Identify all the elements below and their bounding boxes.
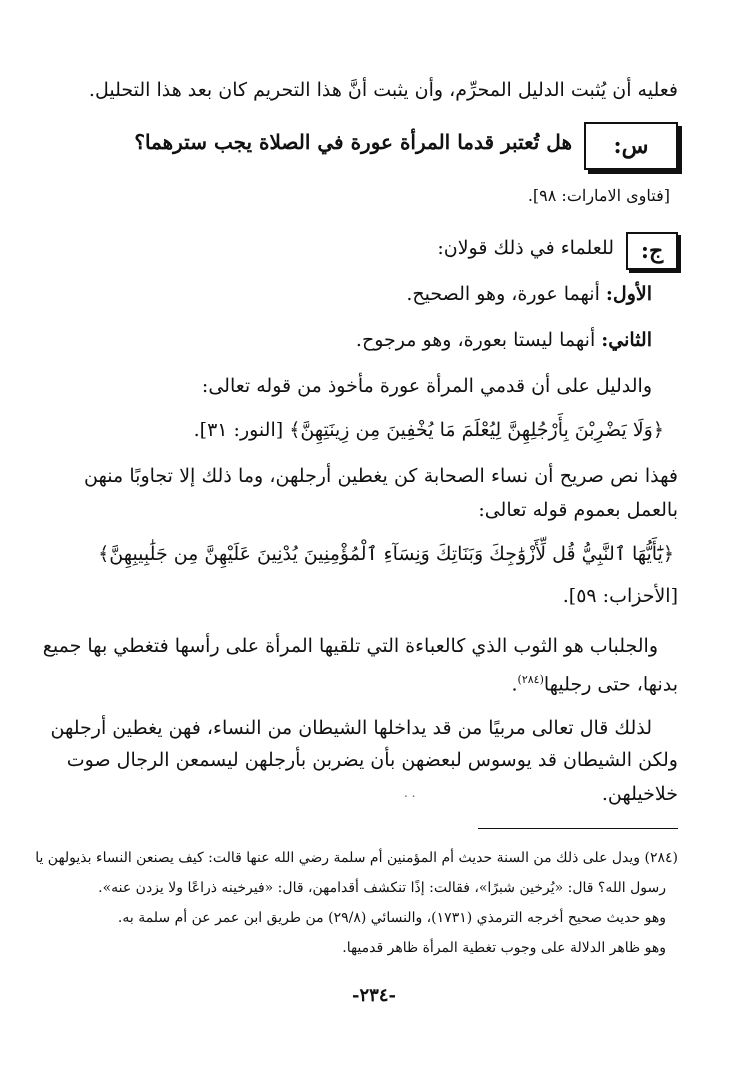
para2-line1: والجلباب هو الثوب الذي كالعباءة التي تلقيها المرأة على رأسها فتغطي بها جميع [42, 635, 658, 657]
para3-line2: ولكن الشيطان قد يوسوس لبعضهن بأن يضربن بأرجلهن ليسمعن الرجال صوت [66, 749, 678, 771]
answer-intro: للعلماء في ذلك قولان: [437, 237, 614, 259]
footnote-ref-284: (٢٨٤) [517, 673, 544, 686]
verse-nur-text: ﴿وَلَا يَضْرِبْنَ بِأَرْجُلِهِنَّ لِيُعْلَمَ مَا يُخْفِينَ مِن زِينَتِهِنَّ﴾ [289, 419, 664, 441]
evidence-line: والدليل على أن قدمي المرأة عورة مأخوذ من قوله تعالى: [201, 375, 652, 397]
question-text: هل تُعتبر قدما المرأة عورة في الصلاة يجب سترهما؟ [134, 130, 572, 154]
verse-nur-ref: [النور: ٣١]. [193, 419, 290, 441]
verse-ahzab-ref: [الأحزاب: ٥٩]. [562, 585, 678, 607]
verse-ahzab: ﴿يَٰٓأَيُّهَا ٱلنَّبِيُّ قُل لِّأَزْوَٰجِكَ وَبَنَاتِكَ وَنِسَآءِ ٱلْمُؤْمِنِينَ يُدْنِينَ عَلَيْهِنَّ مِن جَلَٰبِيبِهِنَّ﴾ [98, 543, 674, 565]
verse-nur [194, 416, 664, 444]
first-opinion-text: أنهما عورة، وهو الصحيح. [406, 283, 606, 305]
second-opinion-text: أنهما ليستا بعورة، وهو مرجوح. [355, 329, 602, 351]
para2-end: . [511, 673, 518, 696]
page-number: -٢٣٤- [352, 985, 396, 1006]
question-label-box: س: [584, 122, 678, 170]
answer-label-box: ج: [626, 232, 678, 270]
footnote-line4: وهو ظاهر الدلالة على وجوب تغطية المرأة ظاهر قدميها. [342, 940, 666, 956]
footnote-line1: (٢٨٤) ويدل على ذلك من السنة حديث أم المؤمنين أم سلمة رضي الله عنها قالت: كيف يصنعن النساء بذيولهن يا [35, 850, 678, 866]
para3-line1: لذلك قال تعالى مربيًا من قد يداخلها الشيطان من النساء، فهن يغطين أرجلهن [50, 717, 652, 739]
first-opinion [406, 280, 652, 308]
para1-line1: فهذا نص صريح أن نساء الصحابة كن يغطين أرجلهن، وما ذلك إلا تجاوبًا منهن [84, 465, 678, 487]
para2-line2 [512, 666, 679, 698]
fatwa-reference: [فتاوى الامارات: ٩٨]. [527, 186, 670, 205]
para3-line3: خلاخيلهن. [601, 783, 678, 805]
para2-text: بدنها، حتى رجليها [543, 673, 678, 696]
second-opinion-label: الثاني: [601, 329, 652, 351]
intro-line: فعليه أن يُثبت الدليل المحرِّم، وأن يثبت أنَّ هذا التحريم كان بعد هذا التحليل. [88, 79, 678, 101]
footnote-separator [478, 828, 678, 829]
para1-line2: بالعمل بعموم قوله تعالى: [478, 499, 678, 521]
footnote-line2: رسول الله؟ قال: «يُرخين شبرًا»، فقالت: إذًا تنكشف أقدامهن، قال: «فيرخينه ذراعًا ولا يزدن عنه». [98, 880, 666, 896]
first-opinion-label: الأول: [605, 283, 652, 305]
footnote-line3: وهو حديث صحيح أخرجه الترمذي (١٧٣١)، والنسائي (٢٩/٨) من طريق ابن عمر عن أم سلمة به. [117, 910, 666, 926]
second-opinion [356, 326, 652, 354]
stray-dots: . . [404, 786, 416, 800]
